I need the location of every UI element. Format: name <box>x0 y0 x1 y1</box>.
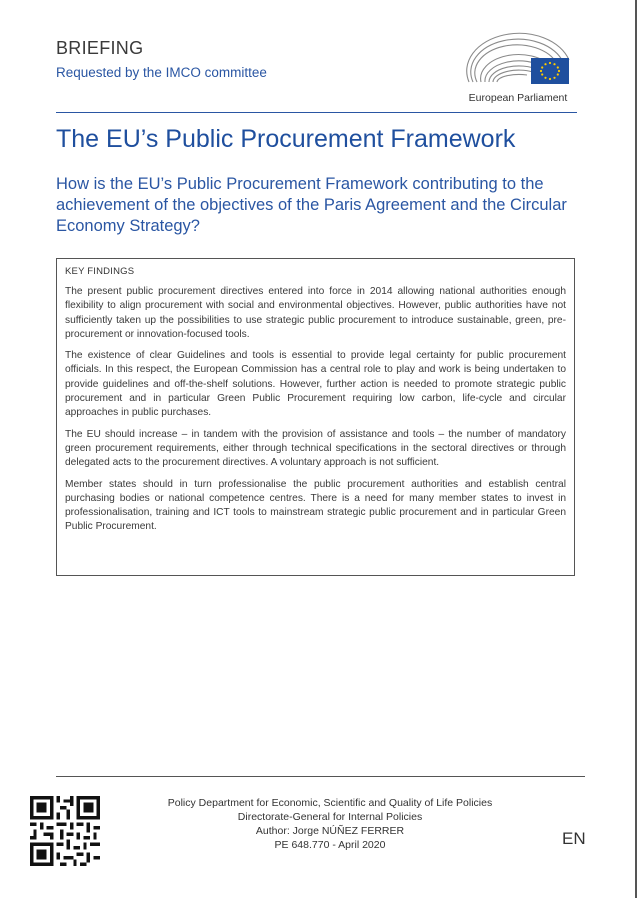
footer-directorate: Directorate-General for Internal Policies <box>237 811 423 823</box>
requested-by: Requested by the IMCO committee <box>56 65 267 80</box>
page-subtitle: How is the EU’s Public Procurement Framework contributing to the achievement of the objectives of the Paris Agreement and the Circular Economy Strategy? <box>56 175 567 235</box>
footer-reference: PE 648.770 - April 2020 <box>274 839 386 851</box>
footer-author: Author: Jorge NÚÑEZ FERRER <box>255 825 405 837</box>
footer-divider <box>56 776 585 777</box>
logo-label: European Parliament <box>468 92 568 104</box>
key-findings-heading: KEY FINDINGS <box>65 266 135 277</box>
footer-credits <box>140 796 520 852</box>
finding-paragraph: The EU should increase – in tandem with the provision of assistance and tools – the number of mandatory green procurement requirements, either through technical specifications in the sectoral directives or through delegated acts to the procurement directives. A voluntary approach is not sufficient. <box>65 428 566 469</box>
finding-paragraph: Member states should in turn professionalise the public procurement authorities and establish central purchasing bodies or national competence centres. There is a need for many member states to invest in professionalisation, training and ICT tools to mainstream strategic public procurement and in particular Green Public Procurement. <box>65 478 566 533</box>
footer-department: Policy Department for Economic, Scientific and Quality of Life Policies <box>167 797 493 809</box>
language-code: EN <box>562 829 586 848</box>
document-type: BRIEFING <box>56 38 144 58</box>
header-divider <box>56 112 577 113</box>
finding-paragraph: The existence of clear Guidelines and tools is essential to provide legal certainty for public procurement officials. In this respect, the European Commission has a central role to play and work is being undertaken to provide guidelines and off-the-shelf solutions. However, further action is needed to promote strategic public procurement and in particular Green Public Procurement requiring low carbon, life-cycle and circular approaches in public purchases. <box>65 350 566 419</box>
finding-paragraph: The present public procurement directives entered into force in 2014 allowing national authorities enough flexibility to align procurement with social and environmental objectives. However, public authorities have not sufficiently taken up the possibilities to use strategic public procurement to introduce sustainable, green, pre-procurement or innovation-focused tools. <box>65 286 566 340</box>
page-title: The EU’s Public Procurement Framework <box>56 125 516 153</box>
qr-code-icon <box>30 796 100 866</box>
key-findings-box <box>56 258 575 576</box>
